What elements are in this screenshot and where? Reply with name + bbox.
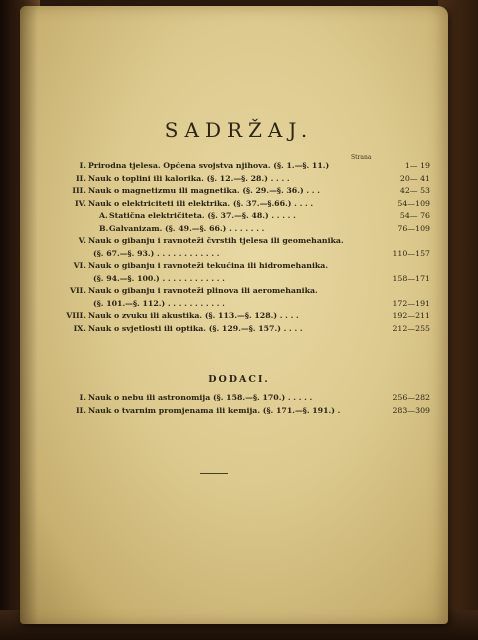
entry-number: VIII. [66,311,86,320]
entry-pages: 1— 19 [404,161,430,170]
entry-text: Galvanizam. (§. 49.—§. 66.) . . . . . . . [109,223,265,233]
entry-text: (§. 67.—§. 93.) . . . . . . . . . . . . [93,248,220,258]
entry-pages: 20— 41 [399,173,430,183]
entry-text: Nauk o nebu ili astronomija (§. 158.—§. 170.) . . . . . [88,393,313,402]
entry-text: Nauk o magnetizmu ili magnetika. (§. 29.—§. 36.) . . . [88,186,320,195]
toc-entry [60,160,430,173]
entry-text: Nauk o gibanju i ravnoteži čvrstih tjelesa ili geomehanika. [88,236,344,245]
toc-entry [60,392,430,405]
entry-number: VI. [73,261,86,270]
entry-text: Statična električiteta. (§. 37.—§. 48.) . . . . . [109,211,296,220]
entry-text: Nauk o gibanju i ravnoteži plinova ili aeromehanika. [88,286,318,295]
page-column-header: Strana [351,154,372,161]
toc-entry [60,260,430,273]
appendix-list [60,392,430,417]
entry-text: (§. 101.—§. 112.) . . . . . . . . . . . [93,298,225,308]
entry-pages: 76—109 [397,223,430,233]
toc-entry [60,185,430,198]
entry-number: I. [79,393,86,402]
toc-entry [60,298,430,311]
entry-text: Nauk o tvarnim promjenama ili kemija. (§. 171.—§. 191.) . [88,405,341,415]
entry-text: Nauk o elektriciteti ili elektrika. (§. 37.—§.66.) . . . . [88,198,314,208]
toc-entry [60,210,430,223]
page-title: SADRŽAJ. [164,118,314,142]
toc-entry [60,405,430,418]
entry-text: Nauk o toplini ili kalorika. (§. 12.—§. 28.) . . . . [88,173,290,183]
divider-rule [200,473,228,474]
entry-number: A. [99,211,108,220]
entry-text: Nauk o svjetlosti ili optika. (§. 129.—§. 157.) . . . . [88,323,303,333]
toc-entry [60,198,430,211]
entry-number: IX. [73,323,86,333]
entry-text: Nauk o zvuku ili akustika. (§. 113.—§. 128.) . . . . [88,311,299,320]
entry-pages: 158—171 [392,273,430,283]
entry-number: II. [75,405,86,415]
entry-number: IV. [74,198,86,208]
appendix-title: DODACI. [208,374,270,385]
entry-number: III. [72,186,86,195]
toc-entry [60,235,430,248]
entry-pages: 54—109 [397,198,430,208]
entry-pages: 54— 76 [399,211,430,220]
toc-entry [60,173,430,186]
page-gutter-shadow [20,6,38,624]
entry-pages: 42— 53 [399,186,430,195]
table-of-contents [60,160,430,335]
entry-pages: 283—309 [392,405,430,415]
entry-number: VII. [69,286,86,295]
entry-text: (§. 94.—§. 100.) . . . . . . . . . . . . [93,273,225,283]
entry-number: I. [79,161,86,170]
entry-pages: 110—157 [392,248,430,258]
entry-number: B. [99,223,109,233]
entry-pages: 172—191 [392,298,430,308]
entry-number: V. [78,236,86,245]
entry-pages: 212—255 [392,323,430,333]
toc-entry [60,273,430,286]
toc-entry [60,223,430,236]
toc-entry [60,285,430,298]
toc-entry [60,248,430,261]
toc-entry [60,323,430,336]
entry-pages: 192—211 [392,311,430,320]
toc-entry [60,310,430,323]
entry-text: Nauk o gibanju i ravnoteži tekućina ili hidromehanika. [88,261,329,270]
entry-number: II. [75,173,86,183]
entry-text: Prirodna tjelesa. Općena svojstva njihova. (§. 1.—§. 11.) [88,161,330,170]
entry-pages: 256—282 [392,393,430,402]
